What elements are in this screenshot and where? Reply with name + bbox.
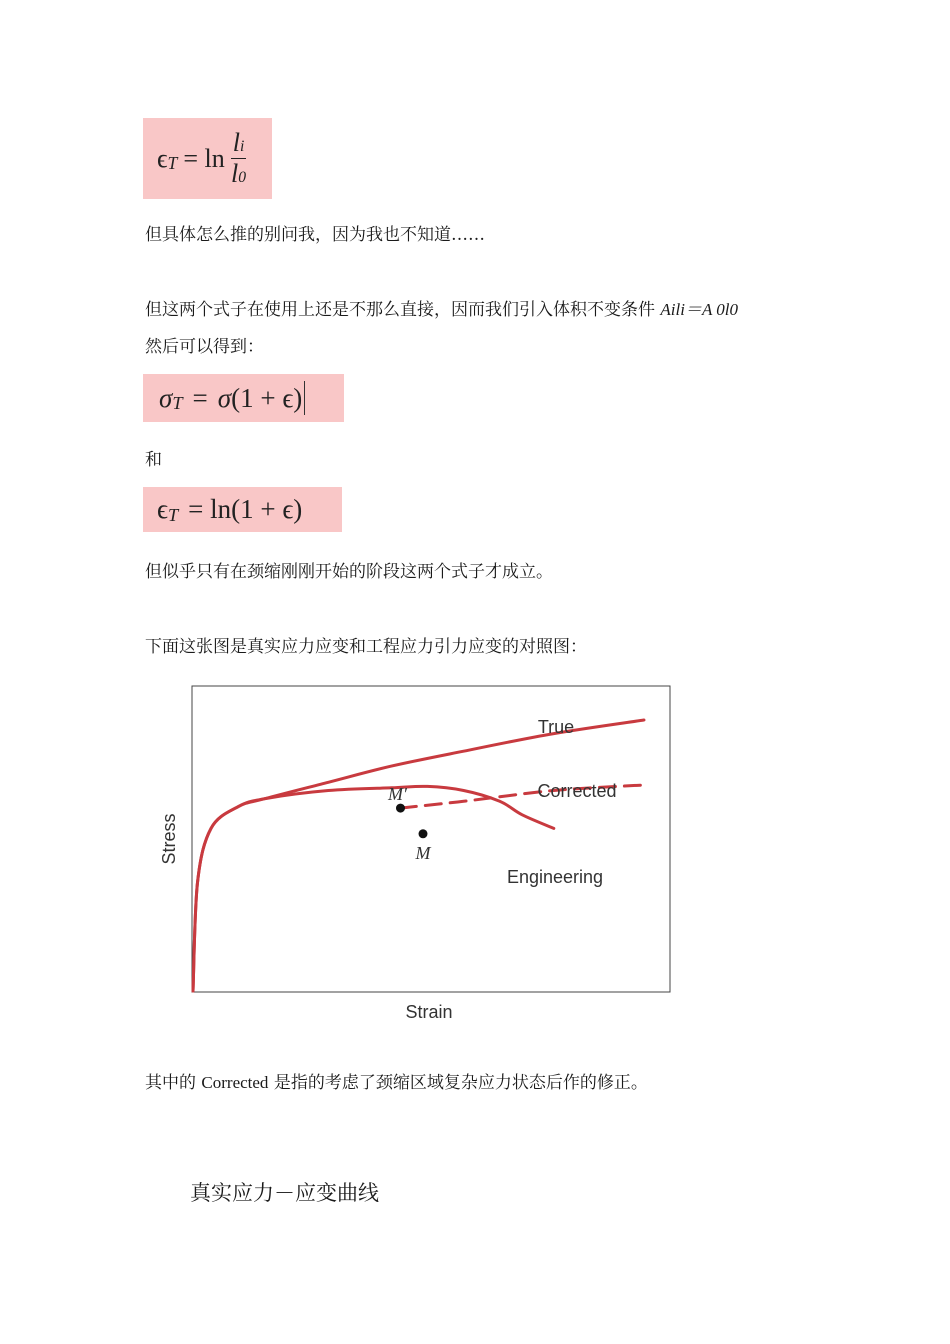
formula-true-stress [143,374,344,422]
f1-lhs: ϵ [157,143,168,173]
paragraph-3: 但似乎只有在颈缩刚刚开始的阶段这两个式子才成立。 [145,562,553,582]
point-m-label: M [415,842,431,863]
point-m-prime-label: M′ [388,784,407,805]
plot-frame [192,686,670,992]
chart-svg [150,680,690,1030]
f1-num: l [232,128,240,157]
paragraph-4: 下面这张图是真实应力应变和工程应力引力应变的对照图： [145,637,587,657]
paragraph-5-pre: 其中的 [145,1073,202,1093]
formula-true-strain [143,487,342,532]
f2-paren: (1 + ϵ) [231,382,303,413]
paragraph-5-post: 是指的考虑了颈缩区域复杂应力状态后作的修正。 [268,1073,648,1093]
paragraph-1: 但具体怎么推的别问我，因为我也不知道…… [145,225,485,245]
text-cursor [304,381,305,415]
paragraph-5 [145,1068,648,1093]
f3-rhs: = ln(1 + ϵ) [188,494,303,524]
label-engineering: Engineering [506,867,604,887]
section-heading: 真实应力－应变曲线 [190,1181,379,1205]
paragraph-and: 和 [145,450,162,470]
f2-sigma: σ [217,382,232,413]
paragraph-2 [145,295,738,320]
f1-den-sub: 0 [238,169,247,186]
point-m-prime-marker [396,804,405,813]
paragraph-2b: 然后可以得到： [145,337,264,357]
f2-lhs: σ [159,382,173,413]
paragraph-2-text: 但这两个式子在使用上还是不那么直接，因而我们引入体积不变条件 [145,300,661,320]
f1-den: l [231,159,239,188]
f2-eq: = [192,382,208,413]
label-true: True [537,717,575,737]
x-axis-label: Strain [405,1002,453,1022]
series-engineering-line [193,786,554,991]
f3-lhs-sub: T [167,504,179,525]
f1-fraction [231,130,247,187]
paragraph-5-word: Corrected [201,1073,269,1092]
y-axis-label: Stress [159,813,179,865]
f1-op: = ln [183,143,225,173]
point-m-marker [419,829,428,838]
f2-lhs-sub: T [172,393,183,413]
f3-lhs: ϵ [157,494,168,524]
f1-lhs-sub: T [167,153,178,174]
formula-true-strain-ln [143,118,272,199]
volume-constancy-formula: Aili＝A 0l0 [660,300,739,319]
stress-strain-chart [150,680,690,1030]
f1-num-sub: i [240,138,245,155]
label-corrected: Corrected [537,781,617,801]
